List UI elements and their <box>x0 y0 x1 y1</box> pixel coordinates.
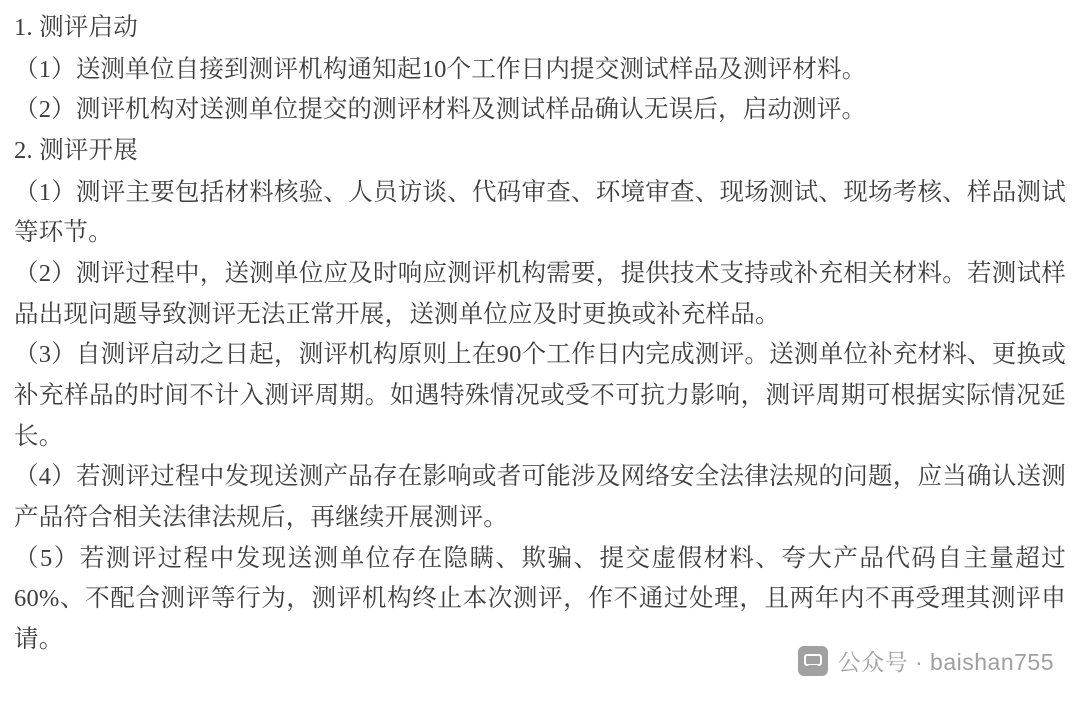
paragraph: （2）测评机构对送测单位提交的测评材料及测试样品确认无误后，启动测评。 <box>14 96 867 124</box>
document-section <box>14 131 1066 661</box>
section-heading: 1. 测评启动 <box>14 14 138 41</box>
paragraph: （5）若测评过程中发现送测单位存在隐瞒、欺骗、提交虚假材料、夸大产品代码自主量超过60%、不配合测评等行为，测评机构终止本次测评，作不通过处理，且两年内不再受理其测评申请。 <box>14 544 1066 653</box>
paragraph: （1）送测单位自接到测评机构通知起10个工作日内提交测试样品及测评材料。 <box>14 55 867 83</box>
watermark-text: 公众号 · baishan755 <box>837 649 1054 675</box>
document-section <box>14 8 1066 131</box>
paragraph: （4）若测评过程中发现送测产品存在影响或者可能涉及网络安全法律法规的问题，应当确认送测产品符合相关法律法规后，再继续开展测评。 <box>14 463 1066 531</box>
wechat-official-account-icon <box>798 646 828 676</box>
paragraph: （1）测评主要包括材料核验、人员访谈、代码审查、环境审查、现场测试、现场考核、样品测试等环节。 <box>14 178 1066 247</box>
document-body <box>14 8 1066 661</box>
watermark <box>798 644 1054 677</box>
section-heading: 2. 测评开展 <box>14 136 138 164</box>
paragraph: （2）测评过程中，送测单位应及时响应测评机构需要，提供技术支持或补充相关材料。若测试样品出现问题导致测评无法正常开展，送测单位应及时更换或补充样品。 <box>14 259 1066 328</box>
paragraph: （3）自测评启动之日起，测评机构原则上在90个工作日内完成测评。送测单位补充材料、更换或补充样品的时间不计入测评周期。如遇特殊情况或受不可抗力影响，测评周期可根据实际情况延长。 <box>14 341 1066 450</box>
